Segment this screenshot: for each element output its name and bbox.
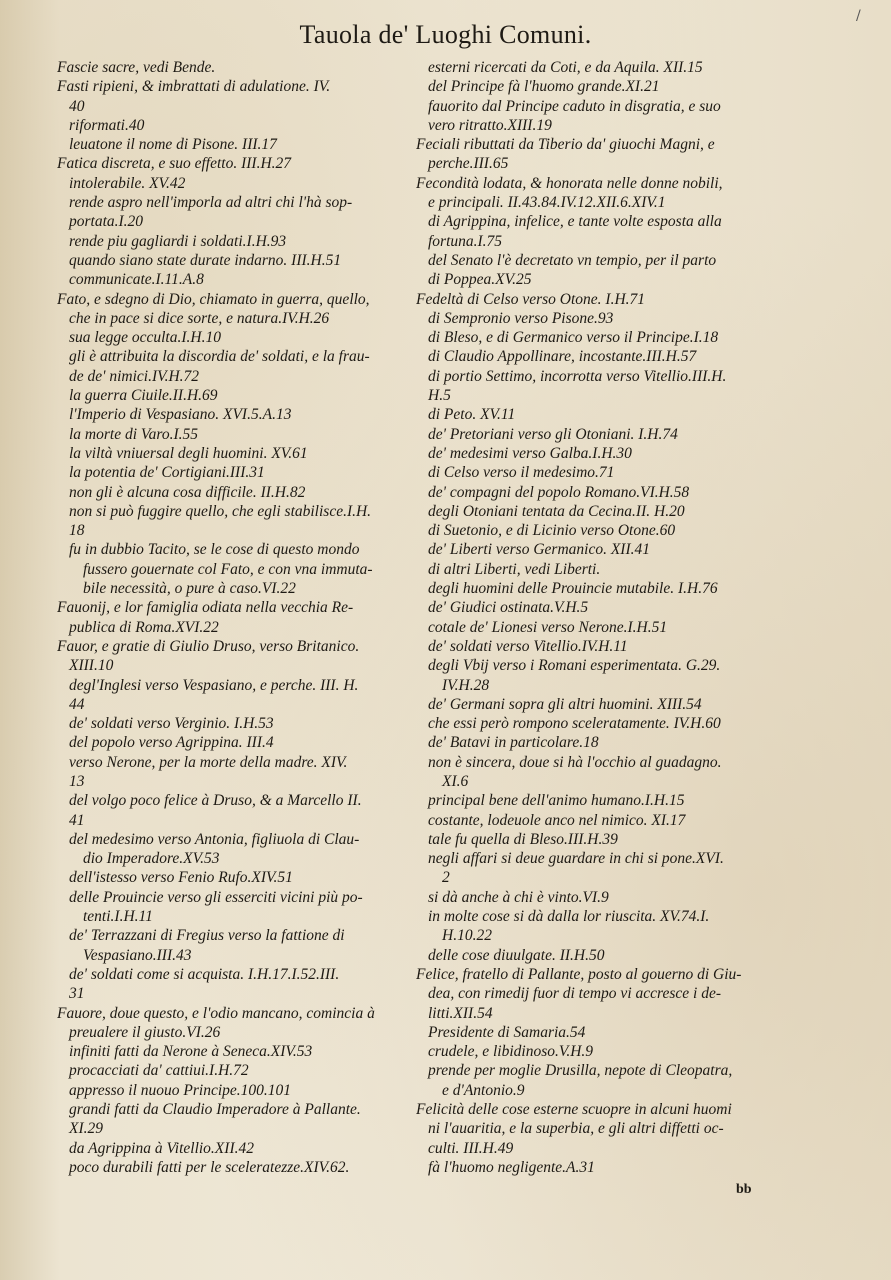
index-entry-line: del medesimo verso Antonia, figliuola di Clau- xyxy=(69,830,360,848)
index-entry-line: Fascie sacre, vedi Bende. xyxy=(57,59,216,76)
index-entry-line: gli è attribuita la discordia de' soldati, e la frau- xyxy=(69,348,370,366)
index-entry-line: preualere il giusto.VI.26 xyxy=(69,1023,221,1041)
index-entry-line: crudele, e libidinoso.V.H.9 xyxy=(428,1043,594,1061)
index-entry-line: e d'Antonio.9 xyxy=(442,1081,525,1099)
index-entry-line: perche.III.65 xyxy=(428,155,509,173)
index-entry-line: degli Otoniani tentata da Cecina.II. H.20 xyxy=(428,502,685,520)
corner-mark: / xyxy=(856,8,861,24)
index-entry-line: leuatone il nome di Pisone. III.17 xyxy=(69,136,277,154)
index-entry-line: bile necessità, o pure à caso.VI.22 xyxy=(83,580,296,598)
index-entry-line: fauorito dal Principe caduto in disgratia, e suo xyxy=(428,97,721,115)
index-entry-line: de de' nimici.IV.H.72 xyxy=(69,367,200,385)
index-entry-line: infiniti fatti da Nerone à Seneca.XIV.53 xyxy=(69,1043,313,1061)
index-entry-line: Felicità delle cose esterne scuopre in alcuni huomi xyxy=(416,1101,732,1119)
index-entry-line: procacciati da' cattiui.I.H.72 xyxy=(69,1062,249,1080)
index-entry-line: di portio Settimo, incorrotta verso Vitellio.III.H. xyxy=(428,367,727,385)
index-entry-line: delle Prouincie verso gli esserciti vicini più po- xyxy=(69,888,363,906)
index-entry-line: poco durabili fatti per le sceleratezze.XIV.62. xyxy=(69,1158,350,1176)
index-entry-line: Presidente di Samaria.54 xyxy=(428,1023,586,1041)
index-entry-line: intolerabile. XV.42 xyxy=(69,174,186,192)
index-column-left xyxy=(57,58,409,1177)
index-entry-line: de' soldati verso Vitellio.IV.H.11 xyxy=(428,637,628,655)
index-entry-line: non gli è alcuna cosa difficile. II.H.82 xyxy=(69,483,306,501)
index-entry-line: esterni ricercati da Coti, e da Aquila. XII.15 xyxy=(428,59,703,76)
index-entry-line: degl'Inglesi verso Vespasiano, e perche. III. H. xyxy=(69,676,359,694)
signature-mark: bb xyxy=(736,1182,752,1197)
index-entry-line: XIII.10 xyxy=(69,657,114,675)
index-entry-line: portata.I.20 xyxy=(69,213,144,231)
index-entry-line: da Agrippina à Vitellio.XII.42 xyxy=(69,1139,254,1157)
index-entry-line: e principali. II.43.84.IV.12.XII.6.XIV.1 xyxy=(428,194,666,212)
index-entry-line: si dà anche à chi è vinto.VI.9 xyxy=(428,888,609,906)
index-entry-line: dea, con rimedij fuor di tempo vi accresce i de- xyxy=(428,985,721,1003)
index-entry-line: costante, lodeuole anco nel nimico. XI.17 xyxy=(428,811,686,829)
index-entry-line: fà l'huomo negligente.A.31 xyxy=(428,1158,595,1176)
index-entry-line: 13 xyxy=(69,772,85,790)
index-entry-line: Fauor, e gratie di Giulio Druso, verso Britanico. xyxy=(57,637,360,655)
index-entry-line: fussero gouernate col Fato, e con vna immuta- xyxy=(83,560,373,578)
index-entry-line: 41 xyxy=(69,811,85,829)
index-column-right xyxy=(416,58,768,1177)
index-entry-line: di Bleso, e di Germanico verso il Principe.I.18 xyxy=(428,329,719,347)
index-entry-line: quando siano state durate indarno. III.H.51 xyxy=(69,251,342,269)
index-entry-line: di altri Liberti, vedi Liberti. xyxy=(428,560,601,578)
index-entry-line: la morte di Varo.I.55 xyxy=(69,425,199,443)
index-entry-line: culti. III.H.49 xyxy=(428,1139,514,1157)
index-entry-line: che essi però rompono sceleratamente. IV.H.60 xyxy=(428,715,721,733)
index-entry-line: vero ritratto.XIII.19 xyxy=(428,116,552,134)
index-entry-line: in molte cose si dà dalla lor riuscita. XV.74.I. xyxy=(428,908,710,926)
index-entry-line: grandi fatti da Claudio Imperadore à Pallante. xyxy=(69,1101,361,1119)
index-entry-line: riformati.40 xyxy=(69,116,145,134)
index-entry-line: Feciali ributtati da Tiberio da' giuochi Magni, e xyxy=(416,136,715,154)
index-entry-line: 44 xyxy=(69,695,85,713)
index-entry-line: de' medesimi verso Galba.I.H.30 xyxy=(428,444,632,462)
index-entry-line: Fauonij, e lor famiglia odiata nella vecchia Re- xyxy=(57,599,354,617)
index-entry-line: XI.29 xyxy=(69,1120,104,1138)
index-entry-line: fortuna.I.75 xyxy=(428,232,503,250)
index-entry-line: fu in dubbio Tacito, se le cose di questo mondo xyxy=(69,541,360,559)
index-entry-line: de' Pretoriani verso gli Otoniani. I.H.74 xyxy=(428,425,678,443)
index-entry-line: de' soldati verso Verginio. I.H.53 xyxy=(69,715,274,733)
index-entry-line: di Poppea.XV.25 xyxy=(428,271,532,289)
index-entry-line: sua legge occulta.I.H.10 xyxy=(69,329,221,347)
index-entry-line: non è sincera, doue si hà l'occhio al guadagno. xyxy=(428,753,722,771)
index-entry-line: H.10.22 xyxy=(442,927,492,945)
index-entry-line: di Suetonio, e di Licinio verso Otone.60 xyxy=(428,522,676,540)
index-entry-line: Vespasiano.III.43 xyxy=(83,946,192,964)
index-entry-line: 2 xyxy=(442,869,450,887)
index-entry-line: di Claudio Appollinare, incostante.III.H.57 xyxy=(428,348,697,366)
index-entry-line: del popolo verso Agrippina. III.4 xyxy=(69,734,274,752)
page-title: Tauola de' Luoghi Comuni. xyxy=(299,20,592,49)
index-entry-line: H.5 xyxy=(428,387,451,405)
index-entry-line: tale fu quella di Bleso.III.H.39 xyxy=(428,830,618,848)
index-entry-line: de' Giudici ostinata.V.H.5 xyxy=(428,599,589,617)
index-entry-line: degli huomini delle Prouincie mutabile. I.H.76 xyxy=(428,580,718,598)
index-entry-line: del Principe fà l'huomo grande.XI.21 xyxy=(428,78,660,96)
index-entry-line: rende aspro nell'imporla ad altri chi l'hà sop- xyxy=(69,194,353,212)
index-entry-line: tenti.I.H.11 xyxy=(83,908,153,926)
index-entry-line: che in pace si dice sorte, e natura.IV.H.26 xyxy=(69,309,330,327)
index-entry-line: negli affari si deue guardare in chi si pone.XVI. xyxy=(428,850,724,868)
index-entry-line: de' Liberti verso Germanico. XII.41 xyxy=(428,541,650,559)
index-entry-line: publica di Roma.XVI.22 xyxy=(69,618,219,636)
index-entry-line: di Agrippina, infelice, e tante volte esposta alla xyxy=(428,213,722,231)
index-entry-line: communicate.I.11.A.8 xyxy=(69,271,204,289)
index-entry-line: dell'istesso verso Fenio Rufo.XIV.51 xyxy=(69,869,293,887)
index-entry-line: prende per moglie Drusilla, nepote di Cleopatra, xyxy=(428,1062,733,1080)
index-entry-line: verso Nerone, per la morte della madre. XIV. xyxy=(69,753,348,771)
index-entry-line: di Sempronio verso Pisone.93 xyxy=(428,309,614,327)
index-entry-line: cotale de' Lionesi verso Nerone.I.H.51 xyxy=(428,618,668,636)
index-entry-line: de' soldati come si acquista. I.H.17.I.52.III. xyxy=(69,965,340,983)
index-entry-line: dio Imperadore.XV.53 xyxy=(83,850,220,868)
index-entry-line: la viltà vniuersal degli huomini. XV.61 xyxy=(69,444,308,462)
index-entry-line: non si può fuggire quello, che egli stabilisce.I.H. xyxy=(69,502,372,520)
index-entry-line: de' Germani sopra gli altri huomini. XIII.54 xyxy=(428,695,702,713)
index-entry-line: Fatica discreta, e suo effetto. III.H.27 xyxy=(57,155,292,173)
index-entry-line: 31 xyxy=(69,985,85,1003)
index-entry-line: de' compagni del popolo Romano.VI.H.58 xyxy=(428,483,690,501)
index-entry-line: Fasti ripieni, & imbrattati di adulatione. IV. xyxy=(57,78,331,96)
index-entry-line: Fauore, doue questo, e l'odio mancano, comincia à xyxy=(57,1004,375,1022)
index-entry-line: de' Batavi in particolare.18 xyxy=(428,734,599,752)
index-entry-line: l'Imperio di Vespasiano. XVI.5.A.13 xyxy=(69,406,292,424)
index-entry-line: di Celso verso il medesimo.71 xyxy=(428,464,615,482)
index-entry-line: la potentia de' Cortigiani.III.31 xyxy=(69,464,265,482)
index-entry-line: de' Terrazzani di Fregius verso la fattione di xyxy=(69,927,345,945)
index-entry-line: principal bene dell'animo humano.I.H.15 xyxy=(428,792,685,810)
index-entry-line: 40 xyxy=(69,97,85,115)
index-entry-line: XI.6 xyxy=(442,772,469,790)
index-entry-line: IV.H.28 xyxy=(442,676,490,694)
index-entry-line: ni l'auaritia, e la superbia, e gli altri diffetti oc- xyxy=(428,1120,724,1138)
index-entry-line: appresso il nuouo Principe.100.101 xyxy=(69,1081,292,1099)
index-entry-line: litti.XII.54 xyxy=(428,1004,493,1022)
index-entry-line: di Peto. XV.11 xyxy=(428,406,516,424)
index-entry-line: degli Vbij verso i Romani esperimentata. G.29. xyxy=(428,657,721,675)
index-entry-line: Fedeltà di Celso verso Otone. I.H.71 xyxy=(416,290,646,308)
index-entry-line: del Senato l'è decretato vn tempio, per il parto xyxy=(428,251,717,269)
index-entry-line: del volgo poco felice à Druso, & a Marcello II. xyxy=(69,792,362,810)
index-entry-line: Fato, e sdegno di Dio, chiamato in guerra, quello, xyxy=(57,290,370,308)
index-entry-line: rende piu gagliardi i soldati.I.H.93 xyxy=(69,232,287,250)
index-entry-line: la guerra Ciuile.II.H.69 xyxy=(69,387,218,405)
index-entry-line: 18 xyxy=(69,522,85,540)
index-entry-line: delle cose diuulgate. II.H.50 xyxy=(428,946,605,964)
index-entry-line: Felice, fratello di Pallante, posto al gouerno di Giu- xyxy=(416,965,742,983)
index-entry-line: Fecondità lodata, & honorata nelle donne nobili, xyxy=(416,174,723,192)
